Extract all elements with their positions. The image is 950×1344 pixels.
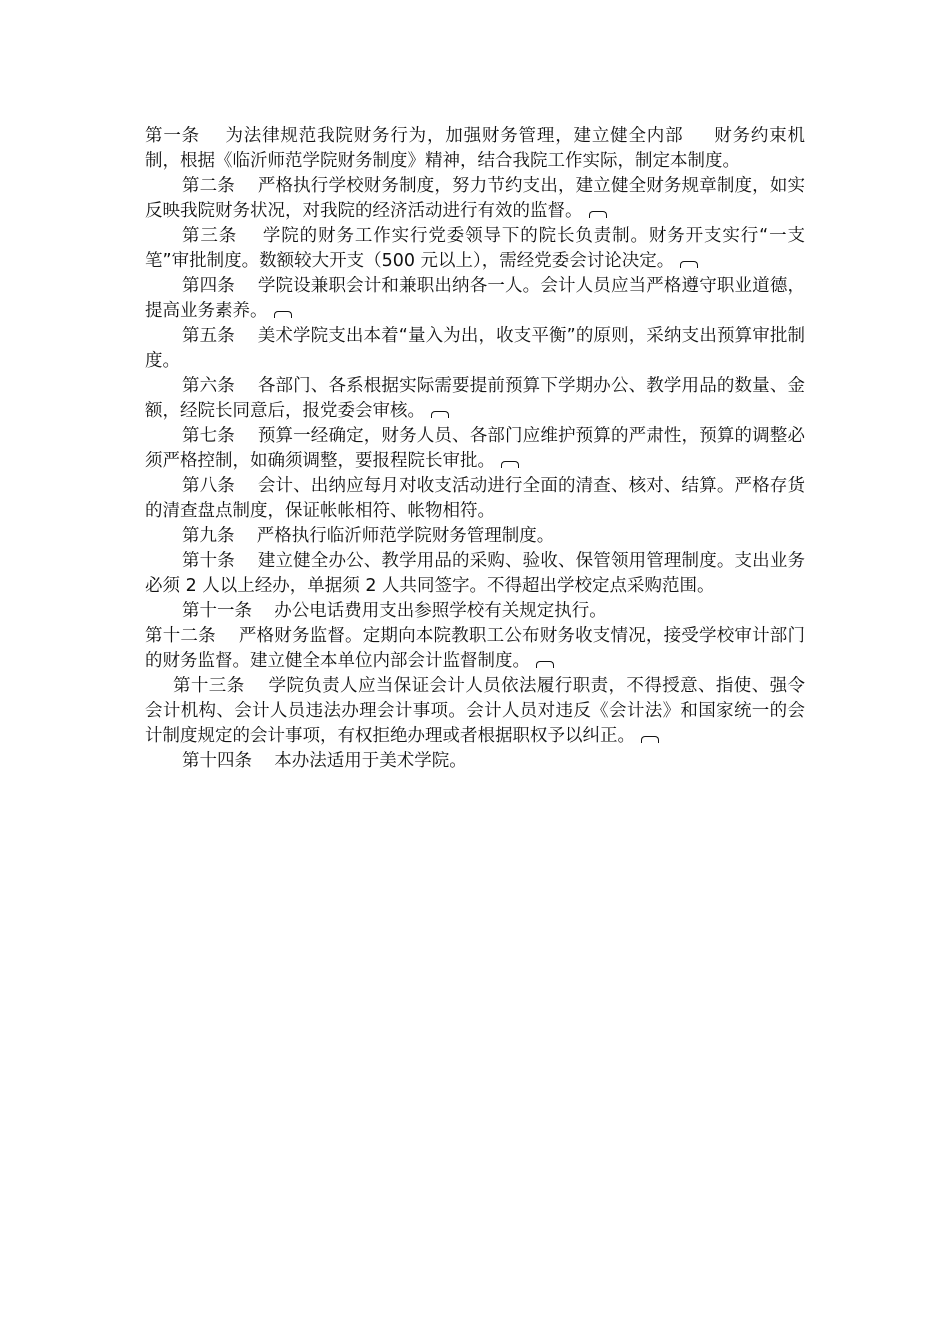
paragraph-mark-icon <box>431 411 449 418</box>
article-label: 第五条 <box>182 326 235 346</box>
article-text: 本办法适用于美术学院。 <box>274 751 467 771</box>
article-label: 第七条 <box>182 426 235 446</box>
article-text: 美术学院支出本着“量入为出，收支平衡”的原则，采纳支出预算审批制度。 <box>145 326 805 371</box>
article-12 <box>145 624 805 674</box>
article-1 <box>145 124 805 174</box>
article-label: 第十二条 <box>145 626 216 646</box>
article-label: 第六条 <box>182 376 235 396</box>
article-text: 严格执行学校财务制度，努力节约支出，建立健全财务规章制度，如实反映我院财务状况，对我院的经济活动进行有效的监督。 <box>145 176 805 221</box>
article-text: 严格执行临沂师范学院财务管理制度。 <box>256 526 555 546</box>
article-text: 各部门、各系根据实际需要提前预算下学期办公、教学用品的数量、金额，经院长同意后，报党委会审核。 <box>145 376 805 421</box>
article-label: 第二条 <box>182 176 235 196</box>
article-text: 学院设兼职会计和兼职出纳各一人。会计人员应当严格遵守职业道德，提高业务素养。 <box>145 276 805 321</box>
article-label: 第八条 <box>182 476 235 496</box>
article-8 <box>145 474 805 524</box>
article-text: 财务约束机制，根据《临沂师范学院财务制度》精神，结合我院工作实际，制定本制度。 <box>145 126 806 171</box>
article-11 <box>145 599 805 624</box>
article-label: 第十一条 <box>182 601 252 621</box>
article-14 <box>145 749 805 774</box>
article-2 <box>145 174 805 224</box>
article-6 <box>145 374 805 424</box>
article-label: 第十四条 <box>182 751 252 771</box>
article-text: 建立健全办公、教学用品的采购、验收、保管领用管理制度。支出业务必须 2 人以上经办，单据须 2 人共同签字。不得超出学校定点采购范围。 <box>145 551 805 596</box>
article-label: 第三条 <box>182 226 238 246</box>
article-7 <box>145 424 805 474</box>
article-text: 学院负责人应当保证会计人员依法履行职责，不得授意、指使、强令会计机构、会计人员违法办理会计事项。会计人员对违反《会计法》和国家统一的会计制度规定的会计事项，有权拒绝办理或者根据职权予以纠正。 <box>145 676 805 746</box>
article-text: 学院的财务工作实行党委领导下的院长负责制。财务开支实行“一支笔”审批制度。数额较大开支（500 元以上），需经党委会讨论决定。 <box>145 226 805 271</box>
paragraph-mark-icon <box>641 736 659 743</box>
paragraph-mark-icon <box>501 461 519 468</box>
article-label: 第十条 <box>182 551 235 571</box>
article-text: 办公电话费用支出参照学校有关规定执行。 <box>274 601 607 621</box>
article-label: 第九条 <box>182 526 235 546</box>
paragraph-mark-icon <box>680 261 698 268</box>
document-body <box>145 124 805 774</box>
article-text: 为法律规范我院财务行为，加强财务管理，建立健全内部 <box>225 126 684 146</box>
paragraph-mark-icon <box>589 211 607 218</box>
article-4 <box>145 274 805 324</box>
article-text: 严格财务监督。定期向本院教职工公布财务收支情况，接受学校审计部门的财务监督。建立健全本单位内部会计监督制度。 <box>145 626 805 671</box>
article-text: 预算一经确定，财务人员、各部门应维护预算的严肃性，预算的调整必须严格控制，如确须调整，要报程院长审批。 <box>145 426 805 471</box>
article-13 <box>145 674 805 749</box>
article-text: 会计、出纳应每月对收支活动进行全面的清查、核对、结算。严格存货的清查盘点制度，保证帐帐相符、帐物相符。 <box>145 476 805 521</box>
article-label: 第十三条 <box>173 676 245 696</box>
paragraph-mark-icon <box>274 311 292 318</box>
article-label: 第一条 <box>145 126 200 146</box>
article-3 <box>145 224 805 274</box>
article-9 <box>145 524 805 549</box>
article-10 <box>145 549 805 599</box>
paragraph-mark-icon <box>536 661 554 668</box>
article-label: 第四条 <box>182 276 235 296</box>
article-5 <box>145 324 805 374</box>
